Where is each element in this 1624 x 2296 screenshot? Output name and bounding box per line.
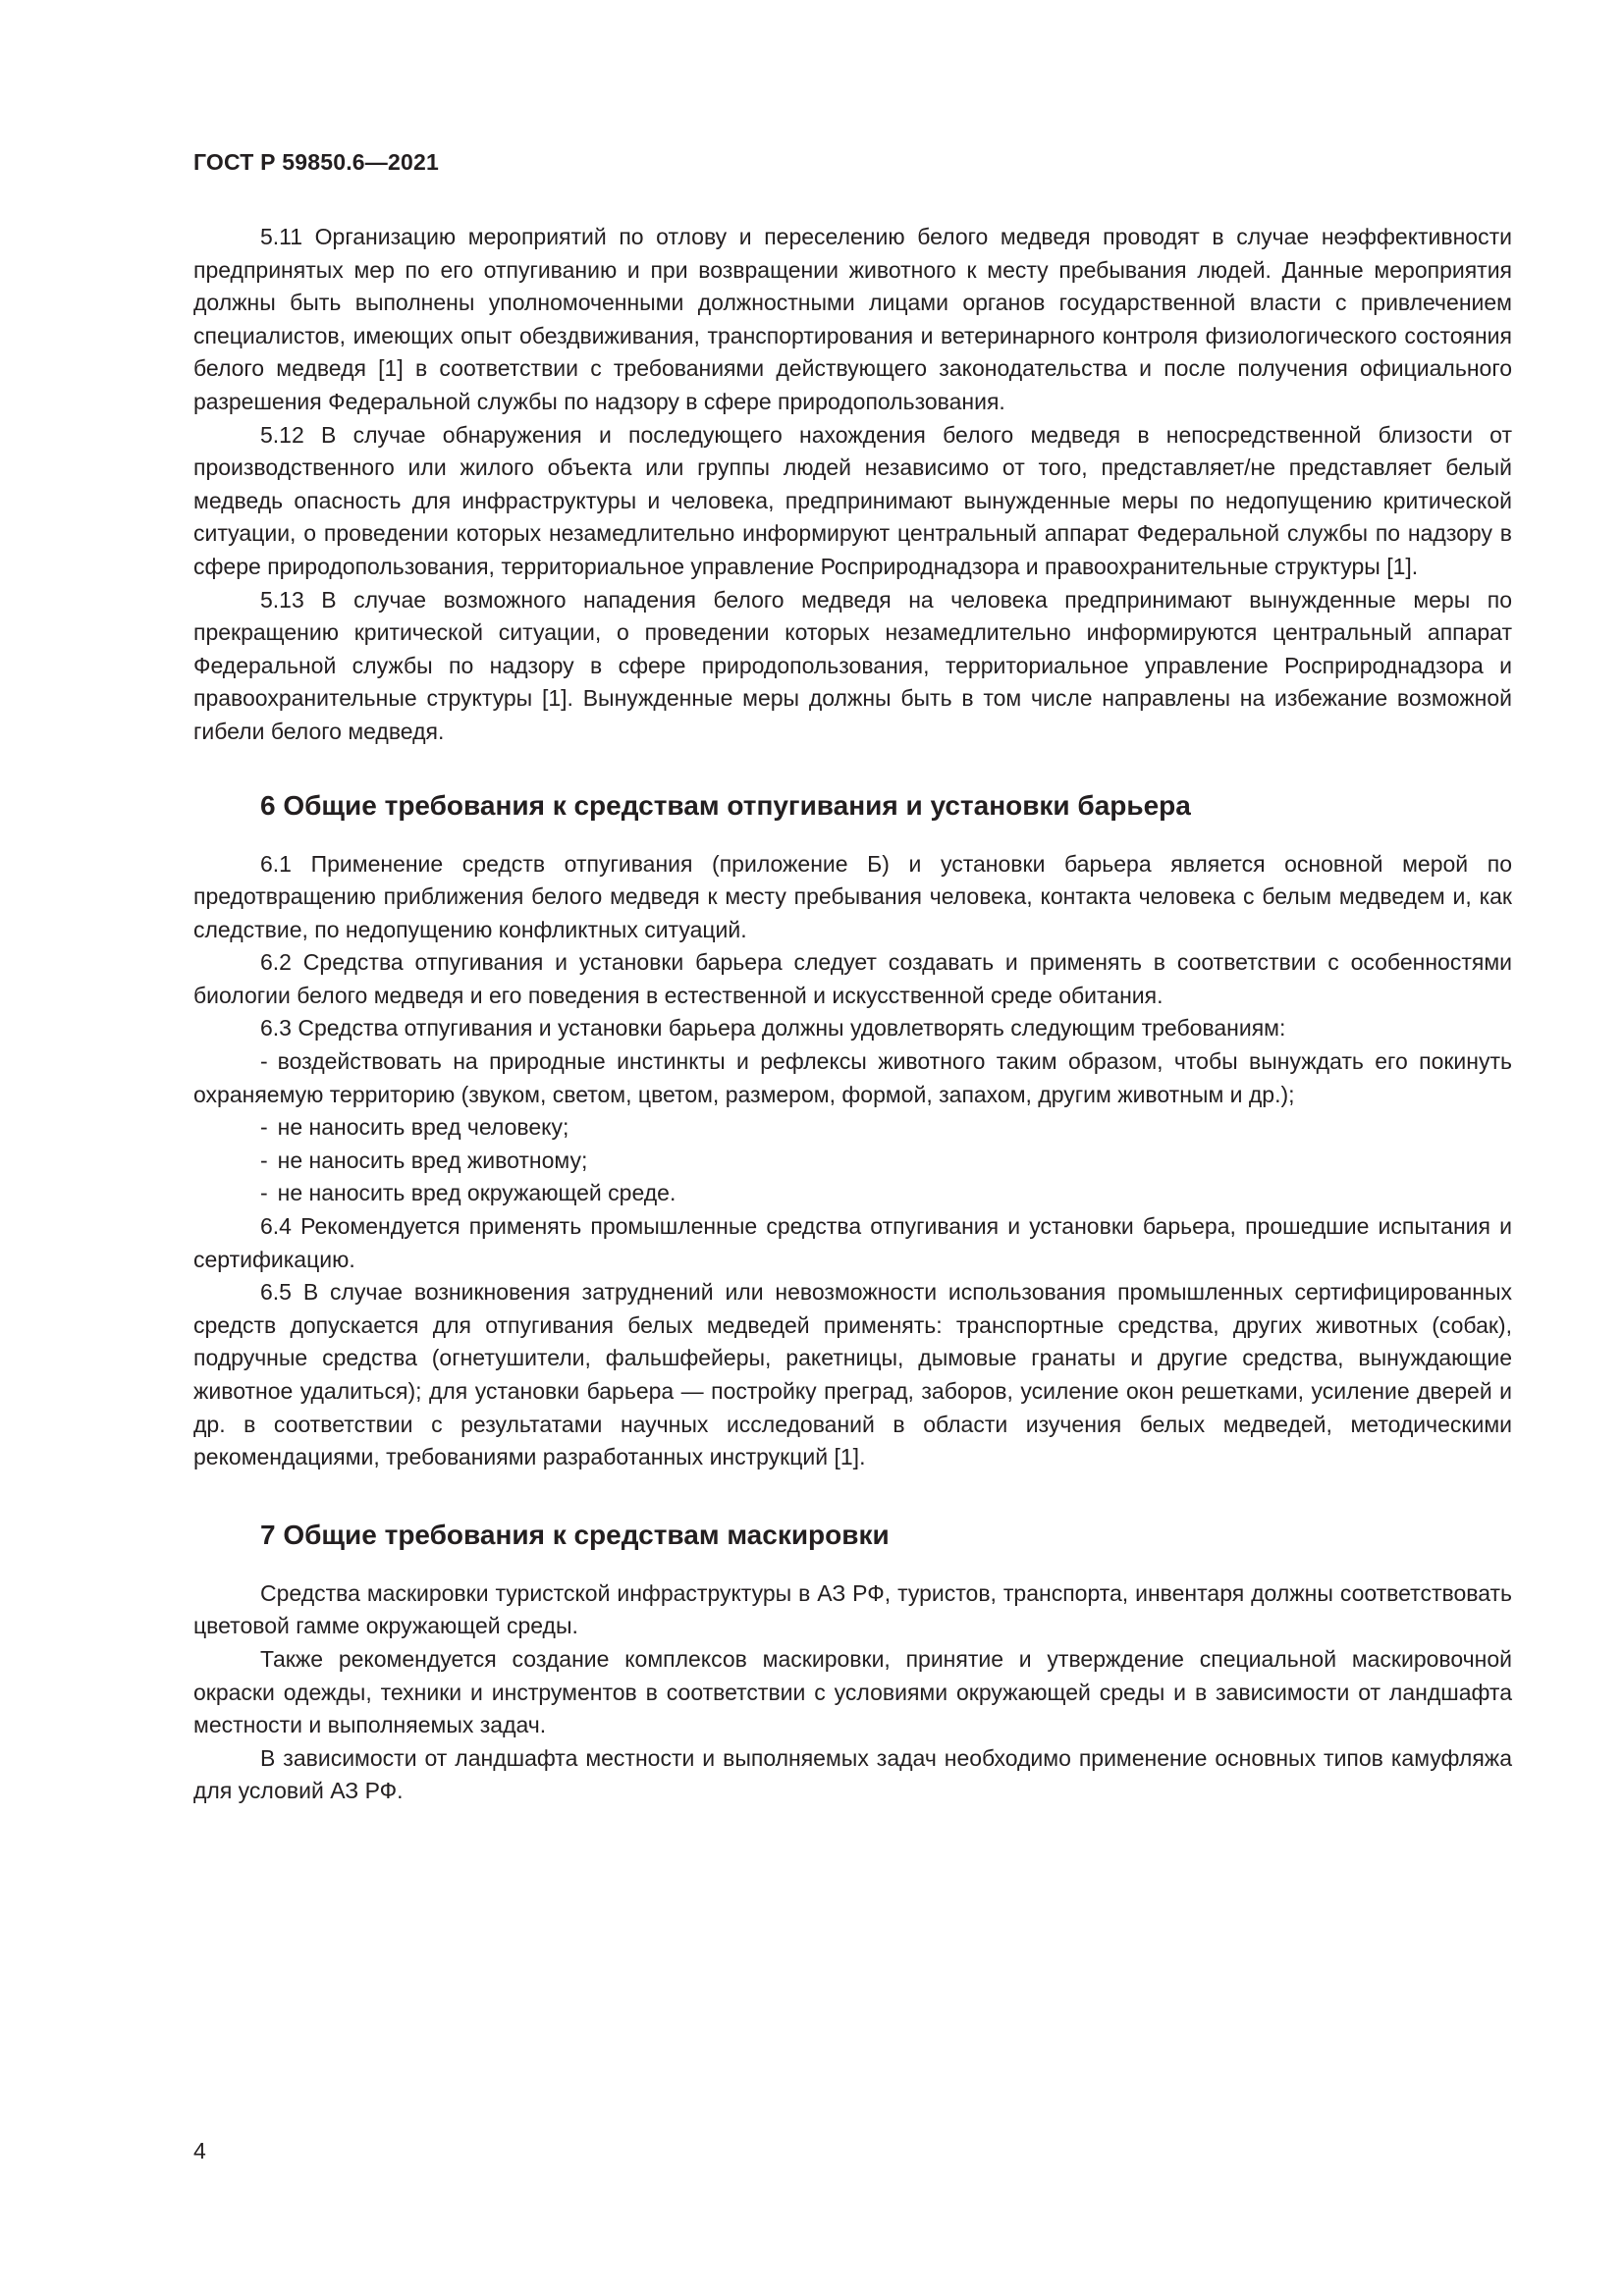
page-number: 4 bbox=[193, 2138, 206, 2163]
document-body bbox=[193, 221, 1512, 1808]
paragraph-5-13: 5.13 В случае возможного нападения белого медведя на человека предпринимают вынужденные меры по прекращению критической ситуации, о проведении которых незамедлительно информируются центральный аппарат Федеральной службы по надзору в сфере природопользования, территориальное управление Росприроднадзора и правоохранительные структуры [1]. Вынужденные меры должны быть в том числе направлены на избежание возможной гибели белого медведя. bbox=[193, 586, 1512, 744]
list-item bbox=[193, 1177, 1512, 1210]
section-7-heading: 7 Общие требования к средствам маскировки bbox=[260, 1519, 890, 1550]
list-item-text: не наносить вред человеку; bbox=[277, 1114, 569, 1141]
paragraph-7-1: Средства маскировки туристской инфраструктуры в АЗ РФ, туристов, транспорта, инвентаря должны соответствовать цветовой гамме окружающей среды. bbox=[193, 1579, 1512, 1639]
paragraph-6-3: 6.3 Средства отпугивания и установки барьера должны удовлетворять следующим требованиям: bbox=[260, 1015, 1286, 1041]
list-dash: - bbox=[260, 1147, 268, 1173]
requirements-list bbox=[193, 1045, 1512, 1210]
paragraph-5-11: 5.11 Организацию мероприятий по отлову и переселению белого медведя проводят в случае неэффективности предпринятых мер по его отпугиванию и при возвращении животного к месту пребывания людей. Данные мероприятия должны быть выполнены уполномоченными должностными лицами органов государственной власти с привлечением специалистов, имеющих опыт обездвиживания, транспортирования и ветеринарного контроля физиологического состояния белого медведя [1] в соответствии с требованиями действующего законодательства и после получения официального разрешения Федеральной службы по надзору в сфере природопользования. bbox=[193, 224, 1512, 414]
list-dash: - bbox=[260, 1180, 268, 1206]
list-item bbox=[193, 1145, 1512, 1178]
section-6-heading: 6 Общие требования к средствам отпугивания и установки барьера bbox=[260, 789, 1191, 821]
list-item bbox=[193, 1111, 1512, 1145]
list-item-text: не наносить вред окружающей среде. bbox=[277, 1180, 677, 1206]
paragraph-5-12: 5.12 В случае обнаружения и последующего нахождения белого медведя в непосредственной близости от производственного или жилого объекта или группы людей независимо от того, представляет/не представляет белый медведь опасность для инфраструктуры и человека, предпринимают вынужденные меры по недопущению критической ситуации, о проведении которых незамедлительно информируют центральный аппарат Федеральной службы по надзору в сфере природопользования, территориальное управление Росприроднадзора и правоохранительные структуры [1]. bbox=[193, 421, 1512, 579]
list-item-text: не наносить вред животному; bbox=[277, 1147, 588, 1173]
document-header-id: ГОСТ Р 59850.6—2021 bbox=[193, 149, 439, 175]
paragraph-6-1: 6.1 Применение средств отпугивания (приложение Б) и установки барьера является основной мерой по предотвращению приближения белого медведя к месту пребывания человека, контакта человека с белым медведем и, как следствие, по недопущению конфликтных ситуаций. bbox=[193, 850, 1512, 942]
list-dash: - bbox=[260, 1048, 268, 1075]
list-item bbox=[193, 1045, 1512, 1111]
paragraph-6-4: 6.4 Рекомендуется применять промышленные средства отпугивания и установки барьера, прошедшие испытания и сертификацию. bbox=[193, 1213, 1512, 1272]
paragraph-6-2: 6.2 Средства отпугивания и установки барьера следует создавать и применять в соответствии с особенностями биологии белого медведя и его поведения в естественной и искусственной среде обитания. bbox=[193, 949, 1512, 1008]
list-dash: - bbox=[260, 1114, 268, 1141]
paragraph-7-2: Также рекомендуется создание комплексов маскировки, принятие и утверждение специальной маскировочной окраски одежды, техники и инструментов в соответствии с условиями окружающей среды и в зависимости от ландшафта местности и выполняемых задач. bbox=[193, 1645, 1512, 1738]
paragraph-6-5: 6.5 В случае возникновения затруднений или невозможности использования промышленных сертифицированных средств допускается для отпугивания белых медведей применять: транспортные средства, других животных (собак), подручные средства (огнетушители, фальшфейеры, ракетницы, дымовые гранаты и другие средства, вынуждающие животное удалиться); для установки барьера — постройку преград, заборов, усиление окон решетками, усиление дверей и др. в соответствии с результатами научных исследований в области изучения белых медведей, методическими рекомендациями, требованиями разработанных инструкций [1]. bbox=[193, 1279, 1512, 1470]
list-item-text: воздействовать на природные инстинкты и рефлексы животного таким образом, чтобы вынуждать его покинуть охраняемую территорию (звуком, светом, цветом, размером, формой, запахом, другим животным и др.); bbox=[193, 1048, 1512, 1107]
paragraph-7-3: В зависимости от ландшафта местности и выполняемых задач необходимо применение основных типов камуфляжа для условий АЗ РФ. bbox=[193, 1744, 1512, 1804]
